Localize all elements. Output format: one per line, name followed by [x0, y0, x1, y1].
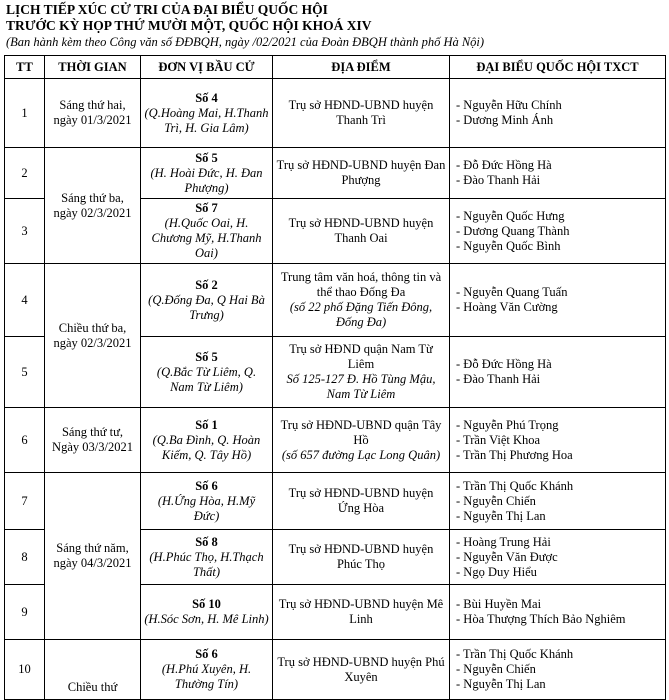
place-cell: [273, 148, 450, 199]
unit-area: (H.Phúc Thọ, H.Thạch Thất): [149, 549, 264, 579]
delegate-name: - Đỗ Đức Hồng Hà: [456, 158, 552, 172]
unit-number: Số 5: [195, 150, 218, 165]
unit-area: (H.Phú Xuyên, H. Thường Tín): [161, 662, 252, 691]
delegate-name: - Nguyễn Chiến: [456, 662, 536, 676]
unit-number: Số 2: [195, 277, 218, 292]
header-delegates: ĐẠI BIỂU QUỐC HỘI TXCT: [450, 56, 666, 79]
row-number: 4: [5, 264, 45, 337]
delegate-name: - Nguyễn Phú Trọng: [456, 417, 559, 432]
unit-area: (Q.Bắc Từ Liêm, Q. Nam Từ Liêm): [156, 364, 257, 394]
row-number: 3: [5, 199, 45, 264]
unit-area: (Q.Hoàng Mai, H.Thanh Trì, H. Gia Lâm): [144, 105, 269, 135]
delegate-name: - Bùi Huyền Mai: [456, 597, 542, 611]
time-cell: Sáng thứ năm, ngày 04/3/2021: [45, 473, 141, 640]
delegate-name: - Hòa Thượng Thích Bảo Nghiêm: [456, 612, 626, 626]
delegates-cell: [450, 199, 666, 264]
place-name: Trụ sở HĐND-UBND huyện Thanh Oai: [288, 216, 434, 245]
unit-cell: [141, 337, 273, 408]
delegate-name: - Đỗ Đức Hồng Hà: [456, 357, 552, 371]
unit-number: Số 7: [195, 201, 218, 215]
time-cell: Chiều thứ ba, ngày 02/3/2021: [45, 264, 141, 408]
delegate-name: - Trần Thị Quốc Khánh: [456, 647, 574, 661]
delegate-name: - Nguyễn Quang Tuấn: [456, 285, 568, 299]
unit-cell: [141, 585, 273, 640]
place-name: Trụ sở HĐND-UBND huyện Ứng Hòa: [288, 486, 434, 515]
place-cell: [273, 264, 450, 337]
row-number: 6: [5, 408, 45, 473]
unit-area: (Q.Ba Đình, Q. Hoàn Kiếm, Q. Tây Hồ): [152, 432, 261, 462]
unit-cell: [141, 148, 273, 199]
schedule-table: [4, 55, 666, 700]
unit-number: Số 6: [195, 647, 218, 661]
row-number: 7: [5, 473, 45, 530]
place-cell: [273, 408, 450, 473]
unit-number: Số 1: [195, 417, 218, 432]
unit-area: (Q.Đống Đa, Q Hai Bà Trưng): [148, 292, 265, 322]
header-tt: TT: [5, 56, 45, 79]
time-cell: Sáng thứ ba, ngày 02/3/2021: [45, 148, 141, 264]
unit-area: (H.Ứng Hòa, H.Mỹ Đức): [157, 493, 256, 523]
place-cell: [273, 337, 450, 408]
delegates-cell: [450, 79, 666, 148]
unit-cell: [141, 79, 273, 148]
table-row: [5, 408, 666, 473]
unit-area: (H. Hoài Đức, H. Đan Phượng): [150, 165, 263, 195]
delegate-name: - Trần Thị Phương Hoa: [456, 447, 573, 462]
delegates-cell: [450, 408, 666, 473]
delegates-cell: [450, 585, 666, 640]
delegate-name: - Dương Quang Thành: [456, 223, 570, 238]
place-cell: [273, 79, 450, 148]
delegate-name: - Trần Thị Quốc Khánh: [456, 478, 574, 493]
table-row: [5, 148, 666, 199]
table-row: [5, 473, 666, 530]
row-number: 9: [5, 585, 45, 640]
delegate-name: - Ngọ Duy Hiểu: [456, 564, 537, 579]
header-unit: ĐƠN VỊ BẦU CỬ: [141, 56, 273, 79]
unit-number: Số 5: [195, 349, 218, 364]
delegate-name: - Nguyễn Văn Được: [456, 549, 558, 564]
place-address: Số 125-127 Đ. Hồ Tùng Mậu, Nam Từ Liêm: [286, 372, 436, 401]
delegate-name: - Nguyễn Thị Lan: [456, 508, 546, 523]
delegate-name: - Nguyễn Quốc Bình: [456, 238, 561, 253]
place-name: Trụ sở HĐND-UBND huyện Mê Linh: [278, 597, 444, 626]
unit-number: Số 8: [195, 534, 218, 549]
delegates-cell: [450, 473, 666, 530]
unit-number: Số 10: [192, 597, 221, 611]
place-name: Trụ sở HĐND-UBND huyện Phú Xuyên: [277, 654, 445, 684]
delegates-cell: [450, 264, 666, 337]
table-row: [5, 79, 666, 148]
unit-number: Số 6: [195, 478, 218, 493]
table-row: [5, 264, 666, 337]
place-cell: [273, 199, 450, 264]
place-address: (số 22 phố Đặng Tiến Đông, Đống Đa): [289, 300, 433, 329]
place-name: Trung tâm văn hoá, thông tin và thể thao Đống Đa: [280, 270, 442, 299]
row-number: 1: [5, 79, 45, 148]
delegates-cell: [450, 337, 666, 408]
delegate-name: - Đào Thanh Hải: [456, 372, 541, 386]
row-number: 10: [5, 640, 45, 700]
unit-cell: [141, 264, 273, 337]
unit-cell: [141, 408, 273, 473]
delegate-name: - Nguyễn Chiến: [456, 493, 536, 508]
row-number: 5: [5, 337, 45, 408]
delegates-cell: [450, 148, 666, 199]
unit-cell: [141, 530, 273, 585]
unit-area: (H.Sóc Sơn, H. Mê Linh): [144, 612, 269, 626]
delegate-name: - Nguyễn Thị Lan: [456, 677, 546, 691]
delegate-name: - Hoàng Văn Cường: [456, 300, 558, 314]
delegates-cell: [450, 530, 666, 585]
table-header-row: [5, 56, 666, 79]
delegate-name: - Dương Minh Ánh: [456, 113, 554, 127]
document-title-line-2: TRƯỚC KỲ HỌP THỨ MƯỜI MỘT, QUỐC HỘI KHOÁ XIV: [6, 18, 372, 33]
place-name: Trụ sở HĐND quận Nam Từ Liêm: [289, 342, 433, 371]
document-subtitle: (Ban hành kèm theo Công văn số ĐĐBQH, ngày /02/2021 của Đoàn ĐBQH thành phố Hà Nội): [6, 35, 485, 49]
place-name: Trụ sở HĐND-UBND huyện Thanh Trì: [288, 98, 434, 127]
delegate-name: - Nguyễn Hữu Chính: [456, 98, 562, 112]
row-number: 8: [5, 530, 45, 585]
delegate-name: - Đào Thanh Hải: [456, 173, 541, 187]
delegate-name: - Hoàng Trung Hải: [456, 534, 551, 549]
header-time: THỜI GIAN: [45, 56, 141, 79]
unit-cell: [141, 199, 273, 264]
place-name: Trụ sở HĐND-UBND huyện Phúc Thọ: [288, 542, 434, 571]
unit-cell: [141, 473, 273, 530]
place-name: Trụ sở HĐND-UBND huyện Đan Phượng: [276, 158, 446, 187]
header-place: ĐỊA ĐIỂM: [273, 56, 450, 79]
time-cell: Sáng thứ hai, ngày 01/3/2021: [45, 79, 141, 148]
place-cell: [273, 585, 450, 640]
unit-number: Số 4: [195, 90, 218, 105]
place-cell: [273, 473, 450, 530]
place-name: Trụ sở HĐND-UBND quận Tây Hồ: [280, 417, 442, 447]
place-cell: [273, 530, 450, 585]
time-cell: Sáng thứ tư, Ngày 03/3/2021: [45, 408, 141, 473]
document-title-line-1: LỊCH TIẾP XÚC CỬ TRI CỦA ĐẠI BIỂU QUỐC HỘI: [6, 2, 328, 17]
delegate-name: - Nguyễn Quốc Hưng: [456, 208, 565, 223]
delegate-name: - Trần Việt Khoa: [456, 432, 541, 447]
row-number: 2: [5, 148, 45, 199]
time-cell: Chiều thứ: [45, 640, 141, 700]
unit-area: (H.Quốc Oai, H. Chương Mỹ, H.Thanh Oai): [151, 216, 262, 260]
place-address: (số 657 đường Lạc Long Quân): [281, 447, 441, 462]
